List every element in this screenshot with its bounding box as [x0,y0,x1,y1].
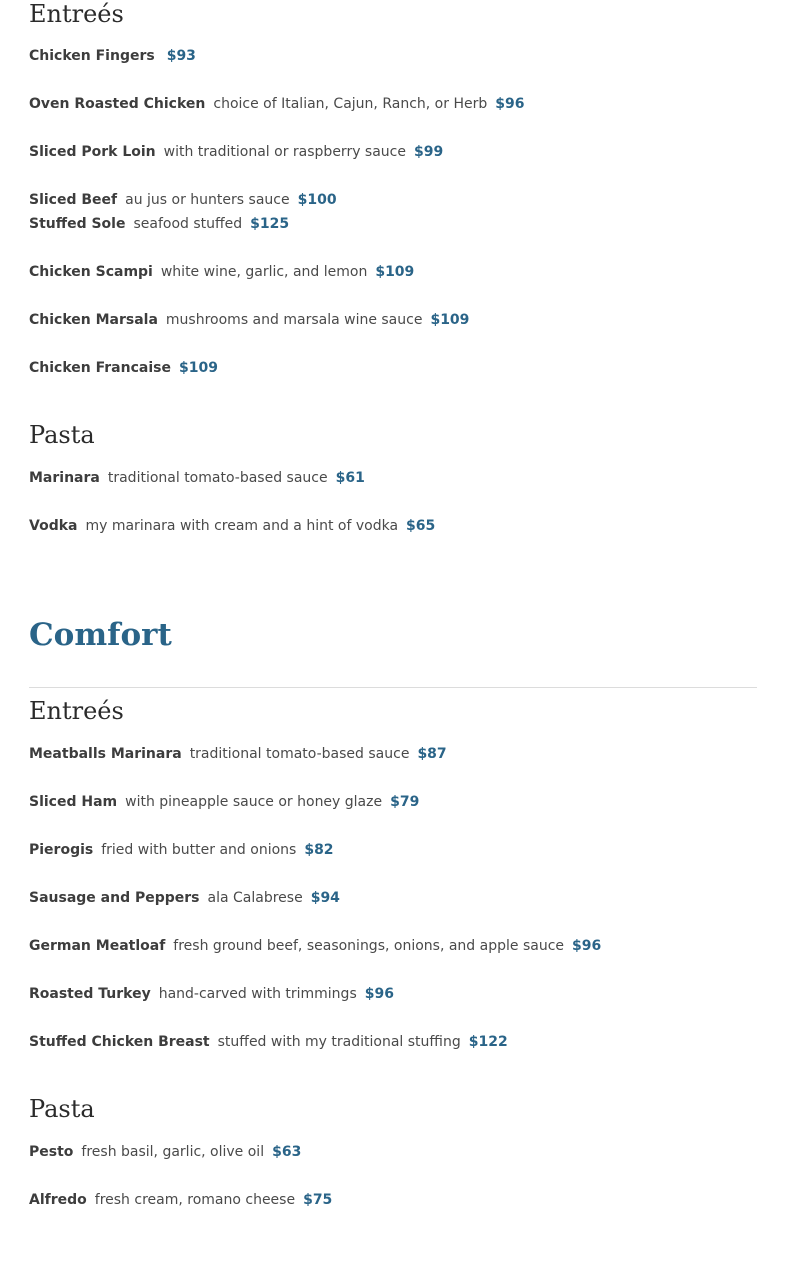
menu-item [29,516,435,536]
item-price: $63 [272,1144,302,1160]
item-name: Meatballs Marinara [29,746,182,762]
item-name: Chicken Marsala [29,312,158,328]
item-name: Chicken Scampi [29,264,153,280]
item-name: Stuffed Chicken Breast [29,1034,210,1050]
item-description: ala Calabrese [207,890,303,906]
menu-item [29,888,340,908]
item-price: $87 [417,746,447,762]
menu-item [29,840,334,860]
item-price: $82 [304,842,334,858]
item-name: Sliced Ham [29,794,118,810]
item-price: $122 [468,1034,508,1050]
item-description: stuffed with my traditional stuffing [217,1034,461,1050]
menu-item [29,142,443,162]
item-name: Oven Roasted Chicken [29,96,206,112]
item-name: Chicken Francaise [29,360,171,376]
item-name: Pierogis [29,842,94,858]
item-description: choice of Italian, Cajun, Ranch, or Herb [213,96,488,112]
item-name: Sausage and Peppers [29,890,200,906]
item-description: with traditional or raspberry sauce [163,144,406,160]
item-description: fresh basil, garlic, olive oil [81,1144,265,1160]
item-name: German Meatloaf [29,938,166,954]
item-price: $109 [430,312,470,328]
menu-item [29,984,394,1004]
item-description: traditional tomato-based sauce [107,470,328,486]
item-description: with pineapple sauce or honey glaze [125,794,383,810]
entrees-heading: Entreés [29,0,124,28]
item-price: $99 [414,144,444,160]
comfort-section-title: Comfort [29,617,172,653]
menu-item [29,190,337,210]
menu-item [29,310,469,330]
item-name: Sliced Beef [29,192,118,208]
item-description: white wine, garlic, and lemon [160,264,368,280]
item-description: fresh ground beef, seasonings, onions, and apple sauce [173,938,565,954]
item-name: Vodka [29,518,78,534]
menu-item [29,936,601,956]
menu-item [29,1032,508,1052]
item-description: seafood stuffed [133,216,243,232]
menu-item [29,792,419,812]
pasta-heading: Pasta [29,421,95,449]
item-description: my marinara with cream and a hint of vodka [85,518,399,534]
item-description: hand-carved with trimmings [158,986,357,1002]
item-name: Pesto [29,1144,74,1160]
item-name: Marinara [29,470,100,486]
item-price: $109 [178,360,218,376]
entrees-heading: Entreés [29,697,124,725]
item-price: $79 [390,794,420,810]
menu-item [29,1142,301,1162]
item-name: Alfredo [29,1192,87,1208]
item-name: Sliced Pork Loin [29,144,156,160]
menu-item [29,468,365,488]
menu-item [29,94,524,114]
item-price: $96 [364,986,394,1002]
item-price: $125 [250,216,290,232]
menu-item [29,1190,332,1210]
item-name: Roasted Turkey [29,986,151,1002]
menu-item [29,46,196,66]
item-price: $109 [375,264,415,280]
item-description: fried with butter and onions [101,842,297,858]
item-price: $65 [406,518,436,534]
item-price: $75 [303,1192,333,1208]
item-price: $61 [335,470,365,486]
item-price: $96 [572,938,602,954]
menu-item [29,214,289,234]
item-name: Stuffed Sole [29,216,126,232]
item-description: traditional tomato-based sauce [189,746,410,762]
item-description: au jus or hunters sauce [125,192,290,208]
item-description: mushrooms and marsala wine sauce [165,312,423,328]
menu-item [29,744,447,764]
menu-item [29,358,218,378]
item-description: fresh cream, romano cheese [94,1192,296,1208]
item-name: Chicken Fingers [29,48,155,64]
item-price: $96 [495,96,525,112]
section-divider [29,687,757,688]
item-price: $94 [310,890,340,906]
menu-item [29,262,414,282]
item-price: $100 [297,192,337,208]
item-price: $93 [166,48,196,64]
pasta-heading: Pasta [29,1095,95,1123]
